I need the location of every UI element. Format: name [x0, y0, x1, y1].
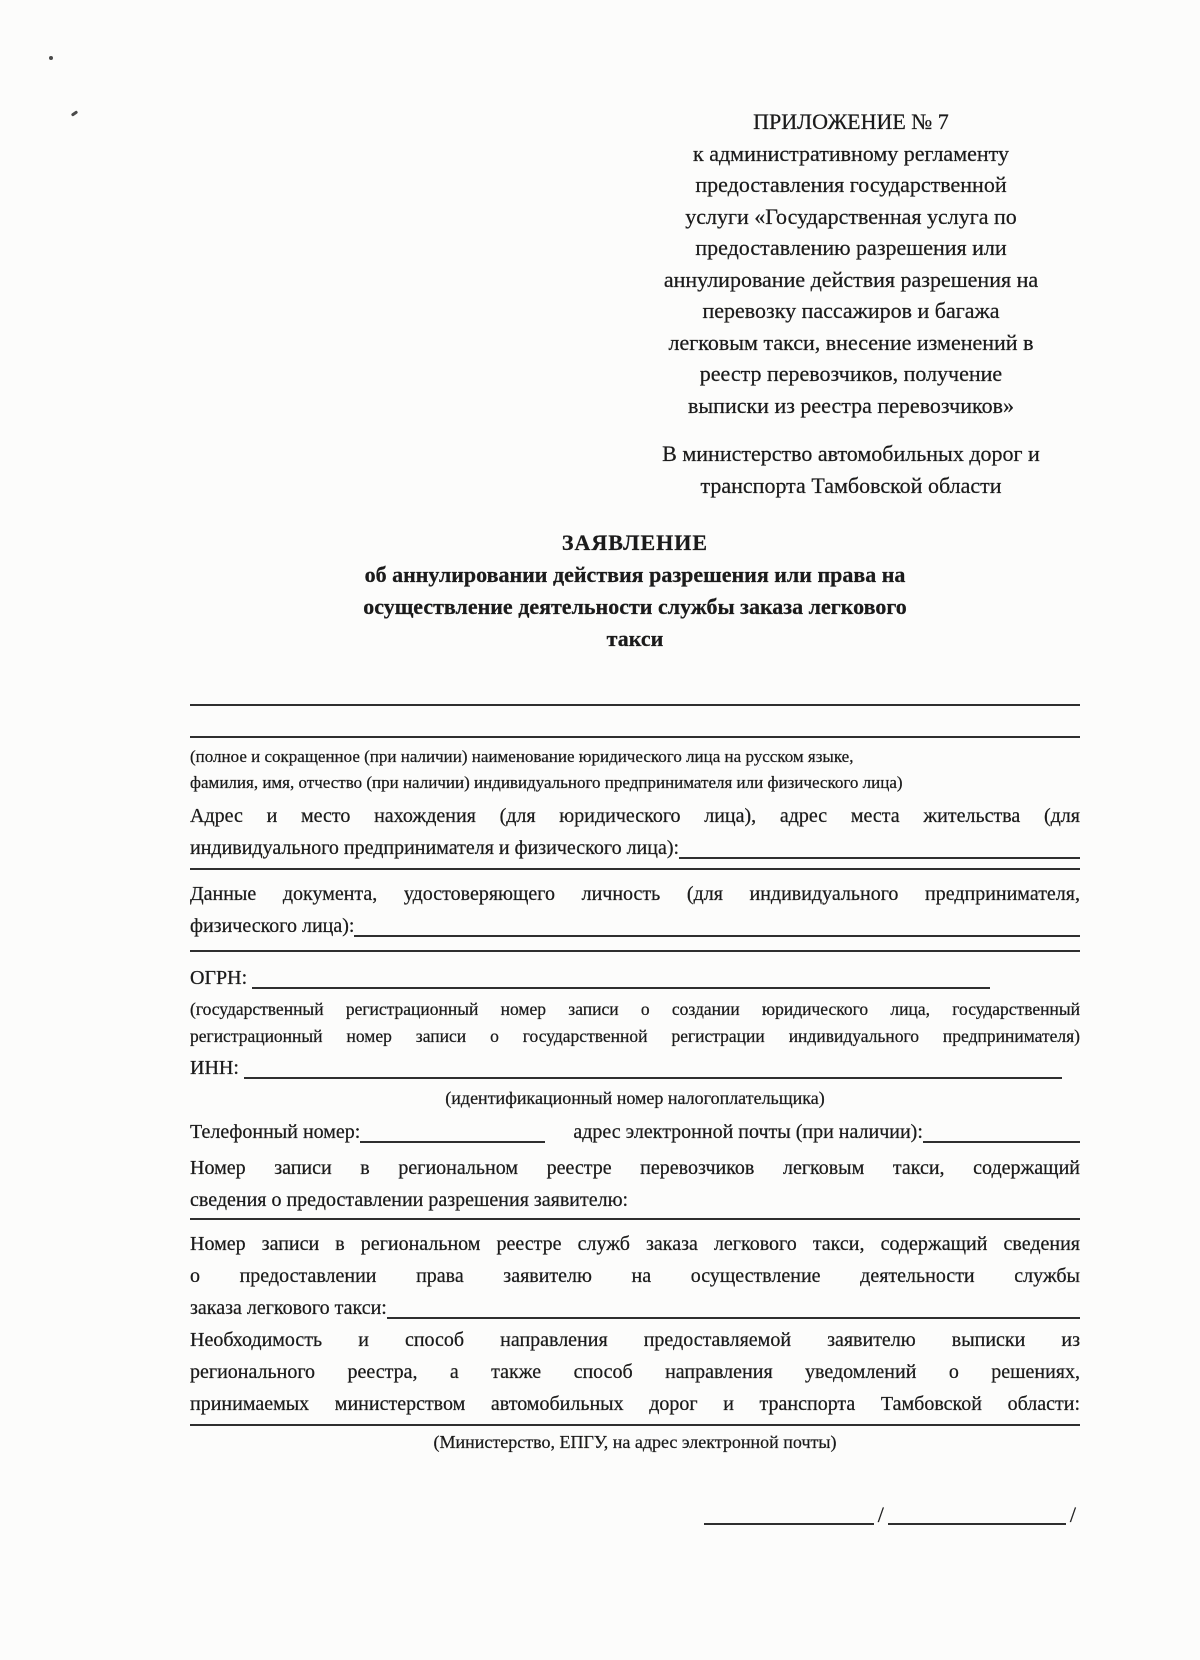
- addressee-line: В министерство автомобильных дорог и: [662, 441, 1040, 466]
- applicant-name-blank-line: [190, 704, 1080, 706]
- carrier-registry-label: Номер записи в региональном реестре перевозчиков легковым такси, содержащий: [190, 1157, 1080, 1179]
- signature-slash: /: [1069, 1502, 1076, 1527]
- ogrn-hint-line: регистрационный номер записи о государственной регистрации индивидуального предпринимателя): [190, 1026, 1080, 1046]
- delivery-method-hint: (Министерство, ЕПГУ, на адрес электронной почты): [433, 1432, 837, 1452]
- form-body: [190, 690, 1080, 1530]
- scan-artifact: [71, 110, 78, 116]
- ogrn-hint: [190, 996, 1080, 1050]
- phone-fill-line: [360, 1141, 545, 1143]
- appendix-line: реестр перевозчиков, получение: [699, 361, 1003, 386]
- appendix-title: ПРИЛОЖЕНИЕ № 7: [753, 109, 949, 134]
- identity-document-label-continued: физического лица):: [190, 915, 355, 937]
- service-registry-row: [190, 1292, 1080, 1324]
- phone-email-row: [190, 1116, 1080, 1148]
- applicant-name-blank-line: [190, 736, 1080, 738]
- address-blank-line: [190, 868, 1080, 870]
- appendix-line: услуги «Государственная услуга по: [685, 203, 1017, 229]
- delivery-method-blank-line: [190, 1424, 1080, 1426]
- carrier-registry-label-continued: сведения о предоставлении разрешения заявителю:: [190, 1189, 629, 1211]
- appendix-line: предоставлению разрешения или: [695, 235, 1007, 260]
- identity-document-row: [190, 910, 1080, 942]
- appendix-line: выписки из реестра перевозчиков»: [688, 392, 1014, 418]
- scan-artifact: [49, 56, 53, 60]
- ogrn-label: ОГРН:: [190, 967, 253, 989]
- inn-row: [190, 1052, 1080, 1084]
- application-subtitle-line: такси: [606, 626, 664, 651]
- ogrn-fill-line: [252, 987, 990, 989]
- delivery-method-label: регионального реестра, а также способ направления уведомлений о решениях,: [190, 1361, 1080, 1383]
- carrier-registry-blank-line: [190, 1218, 1080, 1220]
- appendix-line: легковым такси, внесение изменений в: [668, 329, 1034, 355]
- delivery-method-label: Необходимость и способ направления предоставляемой заявителю выписки из: [190, 1329, 1080, 1351]
- address-row: [190, 832, 1080, 864]
- address-fill-line: [679, 857, 1080, 859]
- addressee-line: транспорта Тамбовской области: [700, 472, 1002, 498]
- appendix-line: аннулирование действия разрешения на: [663, 266, 1039, 292]
- appendix-header: [612, 106, 1090, 501]
- applicant-name-hint-line: (полное и сокращенное (при наличии) наименование юридического лица на русском языке,: [190, 747, 854, 766]
- appendix-line: перевозку пассажиров и багажа: [702, 298, 1000, 323]
- inn-fill-line: [244, 1077, 1062, 1079]
- addressee: [612, 438, 1090, 501]
- service-registry-label-continued: заказа легкового такси:: [190, 1297, 387, 1319]
- ogrn-hint-line: (государственный регистрационный номер записи о создании юридического лица, государственный: [190, 999, 1080, 1019]
- signature-fill-line: [704, 1523, 874, 1525]
- identity-document-label: Данные документа, удостоверяющего личность (для индивидуального предпринимателя,: [190, 883, 1080, 905]
- inn-label: ИНН:: [190, 1057, 244, 1079]
- address-label: Адрес и место нахождения (для юридического лица), адрес места жительства (для: [190, 805, 1080, 827]
- email-label: адрес электронной почты (при наличии):: [573, 1121, 923, 1143]
- signature-row: [190, 1500, 1080, 1530]
- application-heading: [190, 527, 1080, 655]
- applicant-name-hint-line: фамилия, имя, отчество (при наличии) индивидуального предпринимателя или физического лица): [190, 773, 903, 792]
- application-title: ЗАЯВЛЕНИЕ: [561, 530, 709, 555]
- identity-fill-line: [354, 935, 1080, 937]
- phone-label: Телефонный номер:: [190, 1121, 361, 1143]
- application-subtitle-line: осуществление деятельности службы заказа легкового: [363, 594, 907, 619]
- applicant-name-hint: [190, 744, 1080, 796]
- appendix-line: предоставления государственной: [695, 172, 1007, 197]
- signature-fill-line: [888, 1523, 1066, 1525]
- identity-blank-line: [190, 950, 1080, 952]
- appendix-line: к административному регламенту: [693, 140, 1009, 166]
- service-registry-label: Номер записи в региональном реестре служб заказа легкового такси, содержащий сведения: [190, 1233, 1080, 1255]
- delivery-method-label: принимаемых министерством автомобильных дорог и транспорта Тамбовской области:: [190, 1393, 1080, 1415]
- email-fill-line: [923, 1141, 1080, 1143]
- signature-slash: /: [877, 1502, 884, 1527]
- address-label-continued: индивидуального предпринимателя и физического лица):: [190, 837, 680, 859]
- inn-hint: (идентификационный номер налогоплательщика): [445, 1088, 825, 1108]
- service-registry-fill-line: [387, 1317, 1080, 1319]
- service-registry-label: о предоставлении права заявителю на осуществление деятельности службы: [190, 1265, 1080, 1287]
- application-subtitle-line: об аннулировании действия разрешения или права на: [364, 562, 906, 587]
- ogrn-row: [190, 962, 1080, 994]
